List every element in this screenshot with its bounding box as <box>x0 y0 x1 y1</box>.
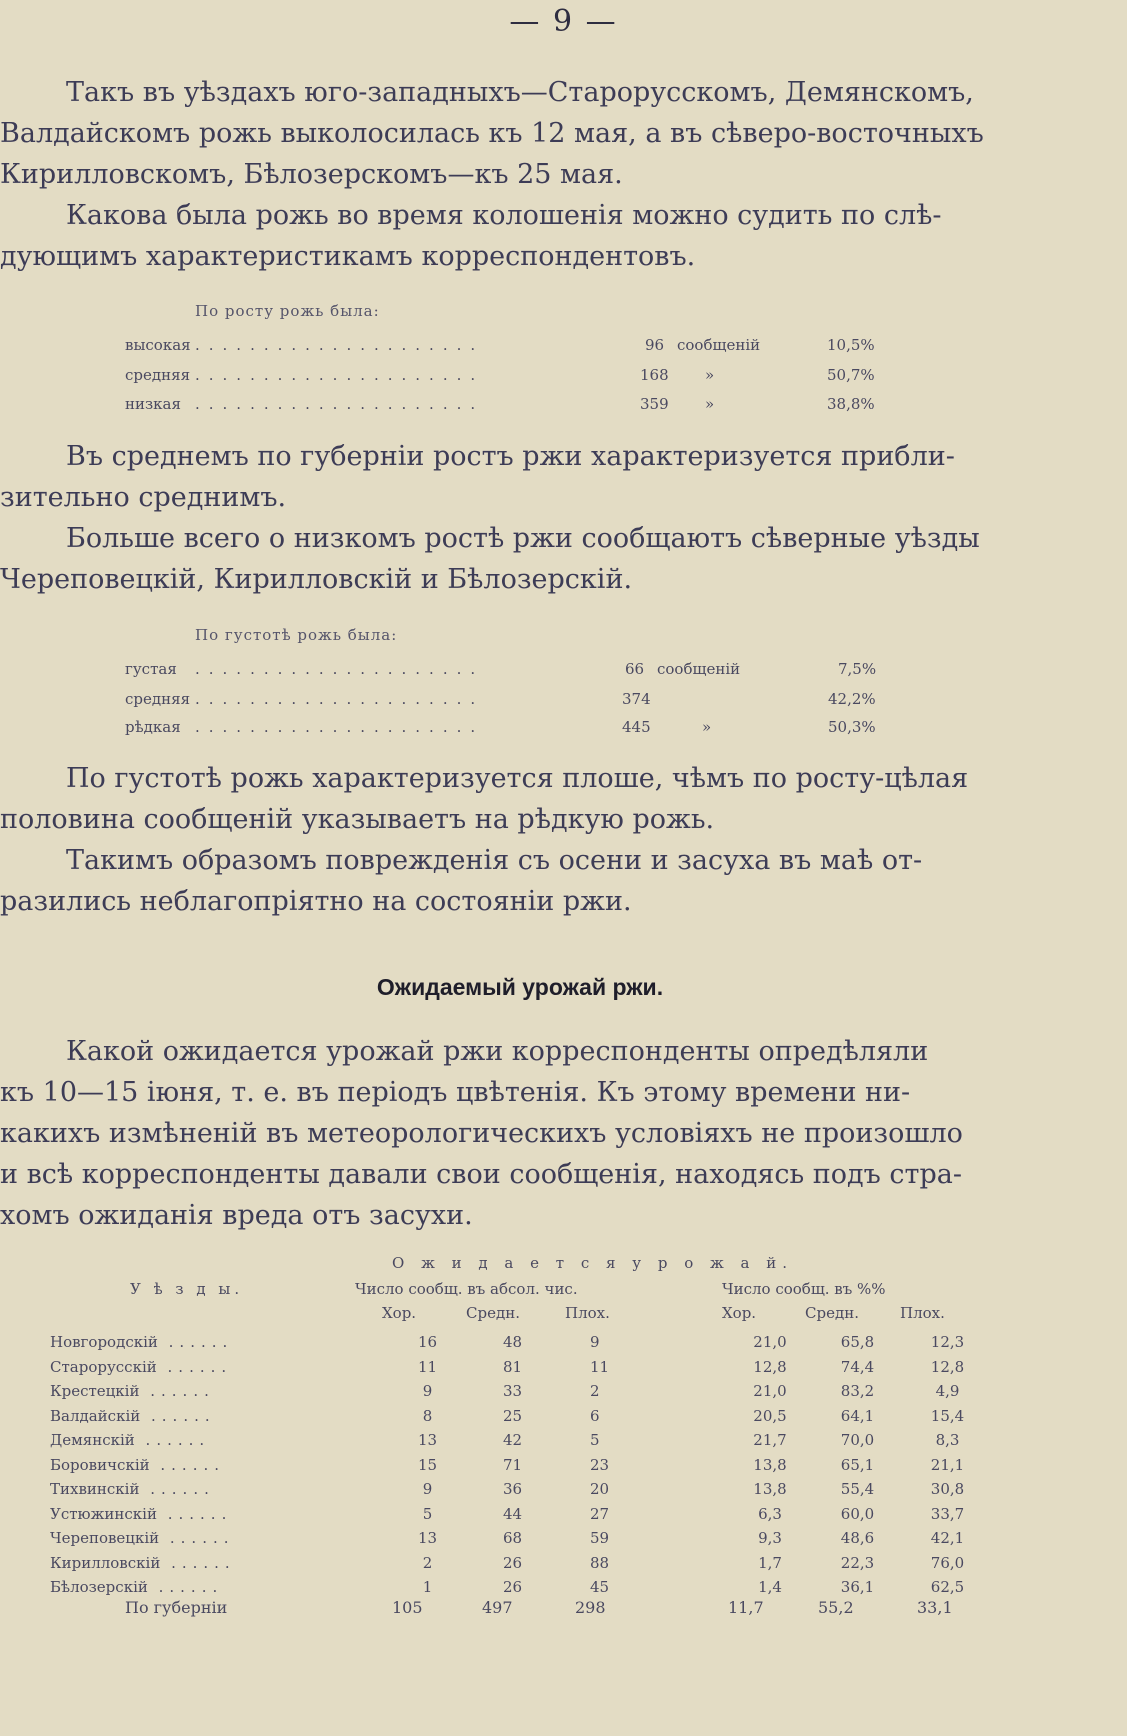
uezd-label: Тихвинскій <box>50 1480 140 1499</box>
text-line: зительно среднимъ. <box>0 482 287 513</box>
uezd-name <box>50 1526 390 1551</box>
table-cell: 70,0 <box>840 1431 875 1450</box>
table-cell: 13 <box>417 1529 438 1548</box>
density-unit: сообщеній <box>657 660 741 678</box>
growth-pct: 10,5% <box>827 336 875 354</box>
leader-dots: ...... <box>147 1578 224 1597</box>
table-cell: 76,0 <box>930 1553 965 1572</box>
table-cell: 2 <box>590 1382 600 1401</box>
leader-dots: ...... <box>140 1406 216 1425</box>
table-sub-header: Хор. <box>382 1304 417 1322</box>
density-pct: 50,3% <box>828 718 876 736</box>
text-line: Череповецкій, Кирилловскій и Бѣлозерскій. <box>0 564 633 595</box>
uezd-label: Новгородскій <box>50 1333 158 1352</box>
table-sub-header: Хор. <box>722 1304 757 1322</box>
uezd-label: Бѣлозерскій <box>50 1578 148 1597</box>
density-label: По густотѣ рожь была: <box>195 626 398 644</box>
table-cell: 11 <box>590 1357 610 1376</box>
total-cell: 298 <box>575 1598 606 1617</box>
uezd-name <box>50 1404 390 1429</box>
table-cell: 8,3 <box>935 1431 960 1450</box>
uezd-label: Устюжинскій <box>50 1504 157 1523</box>
table-cell: 25 <box>502 1406 523 1425</box>
table-cell: 26 <box>502 1578 523 1597</box>
growth-unit: » <box>705 366 715 384</box>
density-pct: 7,5% <box>838 660 877 678</box>
table-cell: 36 <box>502 1480 523 1499</box>
table-cell: 55,4 <box>840 1480 875 1499</box>
total-cell: 11,7 <box>728 1598 764 1617</box>
leader-dots: ...... <box>160 1553 236 1572</box>
table-cell: 48 <box>502 1333 523 1352</box>
uezd-name <box>50 1551 390 1576</box>
text-line: Кирилловскомъ, Бѣлозерскомъ—къ 25 мая. <box>0 159 623 190</box>
paragraph-2 <box>0 195 1040 277</box>
uezd-label: Демянскій <box>50 1431 135 1450</box>
table-cell: 27 <box>590 1504 610 1523</box>
table-cell: 48,6 <box>840 1529 875 1548</box>
leader-dots: ...... <box>149 1455 226 1474</box>
table-cell: 21,0 <box>753 1382 787 1401</box>
table-cell: 21,1 <box>930 1455 965 1474</box>
table-col-uezd: У ѣ з д ы. <box>130 1280 244 1298</box>
paragraph-4 <box>0 518 1040 600</box>
table-cell: 13,8 <box>753 1480 787 1499</box>
table-row <box>50 1330 990 1355</box>
table-cell: 21,0 <box>753 1333 787 1352</box>
paragraph-6 <box>0 840 1040 922</box>
text-line: дующимъ характеристикамъ корреспондентовъ. <box>0 241 696 272</box>
table-cell: 65,1 <box>840 1455 875 1474</box>
leader-dots: ..................... <box>195 690 485 708</box>
uezd-label: Боровичскій <box>50 1455 150 1474</box>
table-cell: 6,3 <box>758 1504 782 1523</box>
table-cell: 74,4 <box>840 1357 875 1376</box>
leader-dots: ..................... <box>195 336 485 354</box>
table-cell: 8 <box>422 1406 433 1425</box>
total-cell: 33,1 <box>917 1598 953 1617</box>
table-row <box>50 1477 990 1502</box>
table-cell: 15 <box>417 1455 438 1474</box>
uezd-label: Череповецкій <box>50 1529 160 1548</box>
table-cell: 42 <box>502 1431 523 1450</box>
growth-unit: » <box>705 395 715 413</box>
table-cell: 21,7 <box>753 1431 787 1450</box>
text-line: къ 10—15 іюня, т. е. въ періодъ цвѣтенія. Къ этому времени ни- <box>0 1077 911 1108</box>
uezd-label: Валдайскій <box>50 1406 141 1425</box>
table-cell: 44 <box>502 1504 523 1523</box>
table-row <box>50 1526 990 1551</box>
paragraph-7 <box>0 1031 1040 1236</box>
table-cell: 12,8 <box>753 1357 787 1376</box>
table-cell: 15,4 <box>930 1406 965 1425</box>
table-cell: 68 <box>502 1529 523 1548</box>
table-cell: 11 <box>417 1357 438 1376</box>
uezd-name <box>50 1355 390 1380</box>
table-cell: 1,4 <box>758 1578 782 1597</box>
leader-dots: ..................... <box>195 395 485 413</box>
uezd-label: Старорусскій <box>50 1357 157 1376</box>
leader-dots: ..................... <box>195 660 485 678</box>
uezd-name <box>50 1428 390 1453</box>
table-cell: 9 <box>422 1382 433 1401</box>
table-cell: 60,0 <box>840 1504 875 1523</box>
leader-dots: ...... <box>139 1382 215 1401</box>
density-count: 374 <box>622 690 651 708</box>
text-line: Такимъ образомъ поврежденія съ осени и засуха въ маѣ от- <box>66 845 923 876</box>
leader-dots: ..................... <box>195 366 485 384</box>
table-row <box>50 1575 990 1600</box>
text-line: какихъ измѣненій въ метеорологическихъ условіяхъ не произошло <box>0 1118 963 1149</box>
growth-name: средняя <box>125 366 191 384</box>
table-cell: 20 <box>590 1480 610 1499</box>
text-line: По густотѣ рожь характеризуется плоше, чѣмъ по росту-цѣлая <box>66 763 969 794</box>
table-cell: 1 <box>422 1578 433 1597</box>
table-group-pct: Число сообщ. въ %% <box>722 1280 886 1298</box>
density-count: 66 <box>625 660 645 678</box>
density-pct: 42,2% <box>828 690 876 708</box>
growth-name: низкая <box>125 395 181 413</box>
table-cell: 45 <box>590 1578 610 1597</box>
table-cell: 1,7 <box>758 1553 782 1572</box>
total-cell: 55,2 <box>818 1598 854 1617</box>
table-cell: 62,5 <box>930 1578 965 1597</box>
text-line: Въ среднемъ по губерніи ростъ ржи характеризуется прибли- <box>66 441 955 472</box>
table-cell: 64,1 <box>840 1406 875 1425</box>
uezd-label: Кирилловскій <box>50 1553 161 1572</box>
text-line: хомъ ожиданія вреда отъ засухи. <box>0 1200 473 1231</box>
growth-count: 96 <box>645 336 665 354</box>
paragraph-5 <box>0 758 1040 840</box>
table-cell: 88 <box>590 1553 610 1572</box>
density-unit: » <box>702 718 712 736</box>
total-cell: 497 <box>482 1598 513 1617</box>
table-cell: 81 <box>502 1357 523 1376</box>
table-sub-header: Средн. <box>805 1304 859 1322</box>
uezd-name <box>50 1477 390 1502</box>
table-cell: 5 <box>590 1431 600 1450</box>
uezd-name <box>50 1330 390 1355</box>
leader-dots: ...... <box>134 1431 211 1450</box>
growth-count: 168 <box>640 366 669 384</box>
table-cell: 36,1 <box>840 1578 875 1597</box>
page-number: — 9 — <box>509 4 618 39</box>
table-cell: 22,3 <box>840 1553 875 1572</box>
table-row <box>50 1379 990 1404</box>
table-cell: 5 <box>422 1504 433 1523</box>
table-sub-header: Плох. <box>565 1304 610 1322</box>
table-sub-header: Средн. <box>466 1304 520 1322</box>
growth-pct: 38,8% <box>827 395 875 413</box>
table-cell: 13 <box>417 1431 438 1450</box>
paragraph-3 <box>0 436 1040 518</box>
uezd-name <box>50 1379 390 1404</box>
table-cell: 12,3 <box>930 1333 965 1352</box>
uezd-name <box>50 1575 390 1600</box>
table-cell: 30,8 <box>930 1480 965 1499</box>
leader-dots: ...... <box>157 1333 234 1352</box>
table-cell: 65,8 <box>840 1333 875 1352</box>
table-cell: 2 <box>422 1553 433 1572</box>
table-cell: 13,8 <box>753 1455 787 1474</box>
table-cell: 42,1 <box>930 1529 965 1548</box>
total-cell: 105 <box>392 1598 423 1617</box>
density-count: 445 <box>622 718 651 736</box>
total-label: По губерніи <box>125 1598 228 1617</box>
table-cell: 6 <box>590 1406 600 1425</box>
table-cell: 26 <box>502 1553 523 1572</box>
table-cell: 9,3 <box>758 1529 782 1548</box>
leader-dots: ...... <box>156 1357 233 1376</box>
growth-label: По росту рожь была: <box>195 302 380 320</box>
density-name: средняя <box>125 690 191 708</box>
table-row <box>50 1453 990 1478</box>
growth-unit: сообщеній <box>677 336 761 354</box>
text-line: Такъ въ уѣздахъ юго-западныхъ—Старорусскомъ, Демянскомъ, <box>66 77 974 108</box>
table-row <box>50 1551 990 1576</box>
text-line: Больше всего о низкомъ ростѣ ржи сообщаютъ сѣверные уѣзды <box>66 523 980 554</box>
uezd-label: Крестецкій <box>50 1382 140 1401</box>
table-row <box>50 1428 990 1453</box>
table-cell: 16 <box>417 1333 438 1352</box>
table-cell: 9 <box>590 1333 600 1352</box>
table-row <box>50 1502 990 1527</box>
table-row <box>50 1404 990 1429</box>
table-row <box>50 1355 990 1380</box>
table-cell: 71 <box>502 1455 523 1474</box>
leader-dots: ...... <box>139 1480 215 1499</box>
table-cell: 83,2 <box>840 1382 875 1401</box>
text-line: разились неблагопріятно на состояніи ржи. <box>0 886 632 917</box>
text-line: Какова была рожь во время колошенія можно судить по слѣ- <box>66 200 942 231</box>
table-sub-header: Плох. <box>900 1304 945 1322</box>
uezd-name <box>50 1453 390 1478</box>
text-line: Валдайскомъ рожь выколосилась къ 12 мая, а въ сѣверо-восточныхъ <box>0 118 984 149</box>
text-line: и всѣ корреспонденты давали свои сообщенія, находясь подъ стра- <box>0 1159 962 1190</box>
uezd-name <box>50 1502 390 1527</box>
leader-dots: ...... <box>159 1529 235 1548</box>
growth-pct: 50,7% <box>827 366 875 384</box>
growth-count: 359 <box>640 395 669 413</box>
paragraph-1 <box>0 72 1040 195</box>
table-group-abs: Число сообщ. въ абсол. чис. <box>355 1280 578 1298</box>
table-cell: 33,7 <box>930 1504 965 1523</box>
growth-name: высокая <box>125 336 191 354</box>
section-heading: Ожидаемый урожай ржи. <box>376 974 664 1000</box>
table-cell: 23 <box>590 1455 610 1474</box>
table-spanner: О ж и д а е т с я у р о ж а й. <box>392 1254 794 1272</box>
table-cell: 4,9 <box>935 1382 960 1401</box>
density-name: густая <box>125 660 177 678</box>
table-cell: 59 <box>590 1529 610 1548</box>
leader-dots: ..................... <box>195 718 485 736</box>
text-line: Какой ожидается урожай ржи корреспонденты опредѣляли <box>66 1036 929 1067</box>
text-line: половина сообщеній указываетъ на рѣдкую рожь. <box>0 804 715 835</box>
table-cell: 12,8 <box>930 1357 965 1376</box>
density-name: рѣдкая <box>125 718 181 736</box>
table-cell: 9 <box>422 1480 433 1499</box>
harvest-table <box>50 1330 990 1600</box>
table-cell: 20,5 <box>753 1406 787 1425</box>
leader-dots: ...... <box>156 1504 233 1523</box>
table-cell: 33 <box>502 1382 523 1401</box>
